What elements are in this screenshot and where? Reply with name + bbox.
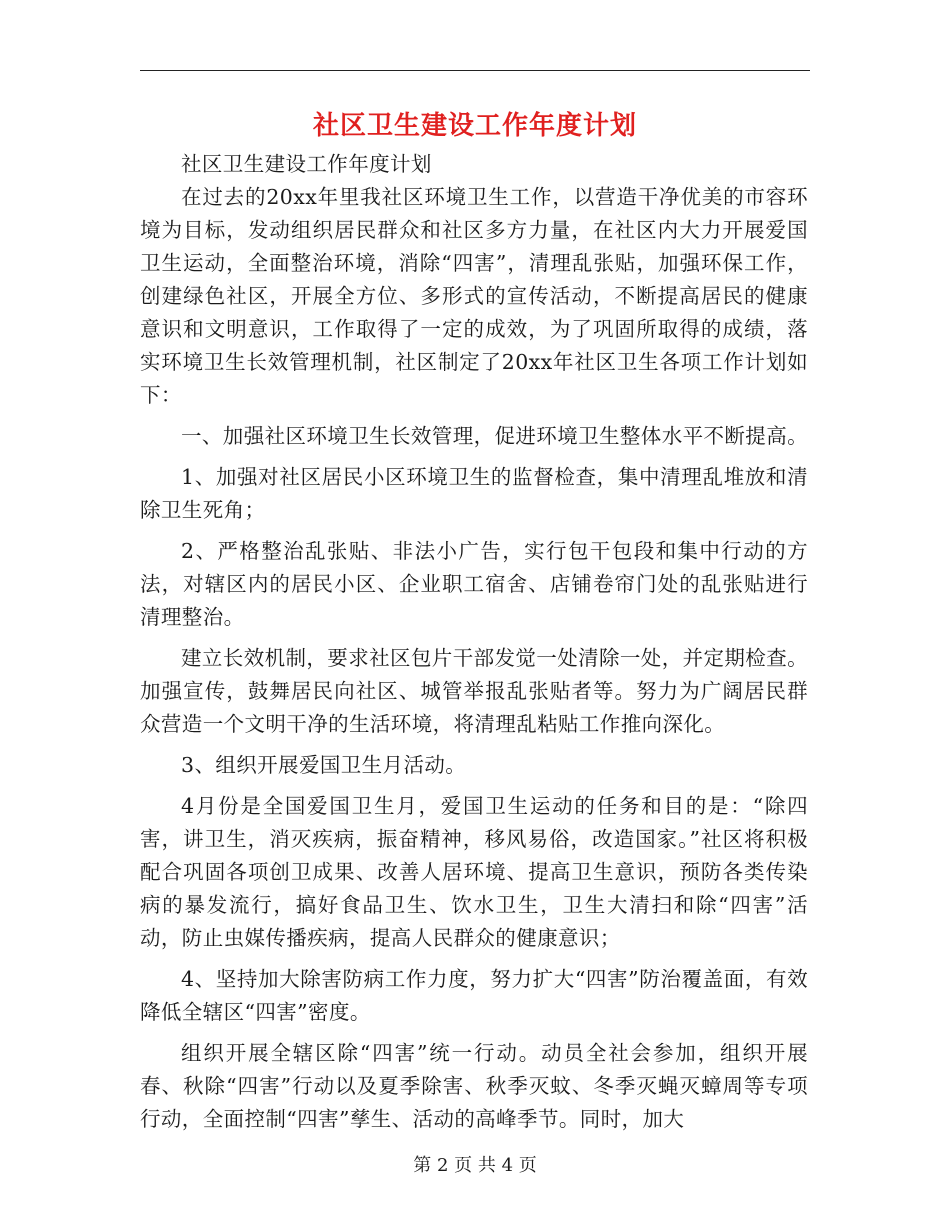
paragraph: 在过去的20xx年里我社区环境卫生工作，以营造干净优美的市容环境为目标，发动组织居民群众和社区多方力量，在社区内大力开展爱国卫生运动，全面整治环境，消除“四害”，清理乱张贴，加强环保工作，创建绿色社区，开展全方位、多形式的宣传活动，不断提高居民的健康意识和文明意识，工作取得了一定的成效，为了巩固所取得的成绩，落实环境卫生长效管理机制，社区制定了20xx年社区卫生各项工作计划如下： — [140, 185, 808, 407]
paragraph: 1、加强对社区居民小区环境卫生的监督检查，集中清理乱堆放和清除卫生死角； — [140, 465, 808, 522]
paragraph: 建立长效机制，要求社区包片干部发觉一处清除一处，并定期检查。加强宣传，鼓舞居民向社区、城管举报乱张贴者等。努力为广阔居民群众营造一个文明干净的生活环境，将清理乱粘贴工作推向深化。 — [140, 646, 808, 736]
page-number: 第 2 页 共 4 页 — [413, 1155, 537, 1176]
document-title: 社区卫生建设工作年度计划 — [312, 111, 637, 141]
paragraph: 4月份是全国爱国卫生月，爱国卫生运动的任务和目的是：“除四害，讲卫生，消灭疾病，振奋精神，移风易俗，改造国家。”社区将积极配合巩固各项创卫成果、改善人居环境、提高卫生意识，预防各类传染病的暴发流行，搞好食品卫生、饮水卫生，卫生大清扫和除“四害”活动，防止虫媒传播疾病，提高人民群众的健康意识； — [140, 794, 808, 950]
paragraph: 组织开展全辖区除“四害”统一行动。动员全社会参加，组织开展春、秋除“四害”行动以及夏季除害、秋季灭蚊、冬季灭蝇灭蟑周等专项行动，全面控制“四害”孳生、活动的高峰季节。同时，加大 — [140, 1041, 808, 1131]
paragraph: 4、坚持加大除害防病工作力度，努力扩大“四害”防治覆盖面，有效降低全辖区“四害”密度。 — [140, 967, 808, 1024]
document-body — [140, 148, 808, 1136]
paragraph: 社区卫生建设工作年度计划 — [181, 152, 432, 176]
paragraph: 2、严格整治乱张贴、非法小广告，实行包干包段和集中行动的方法，对辖区内的居民小区、企业职工宿舍、店铺卷帘门处的乱张贴进行清理整治。 — [140, 539, 808, 629]
paragraph: 一、加强社区环境卫生长效管理，促进环境卫生整体水平不断提高。 — [181, 424, 808, 448]
header-rule — [140, 70, 810, 71]
paragraph: 3、组织开展爱国卫生月活动。 — [181, 753, 467, 777]
